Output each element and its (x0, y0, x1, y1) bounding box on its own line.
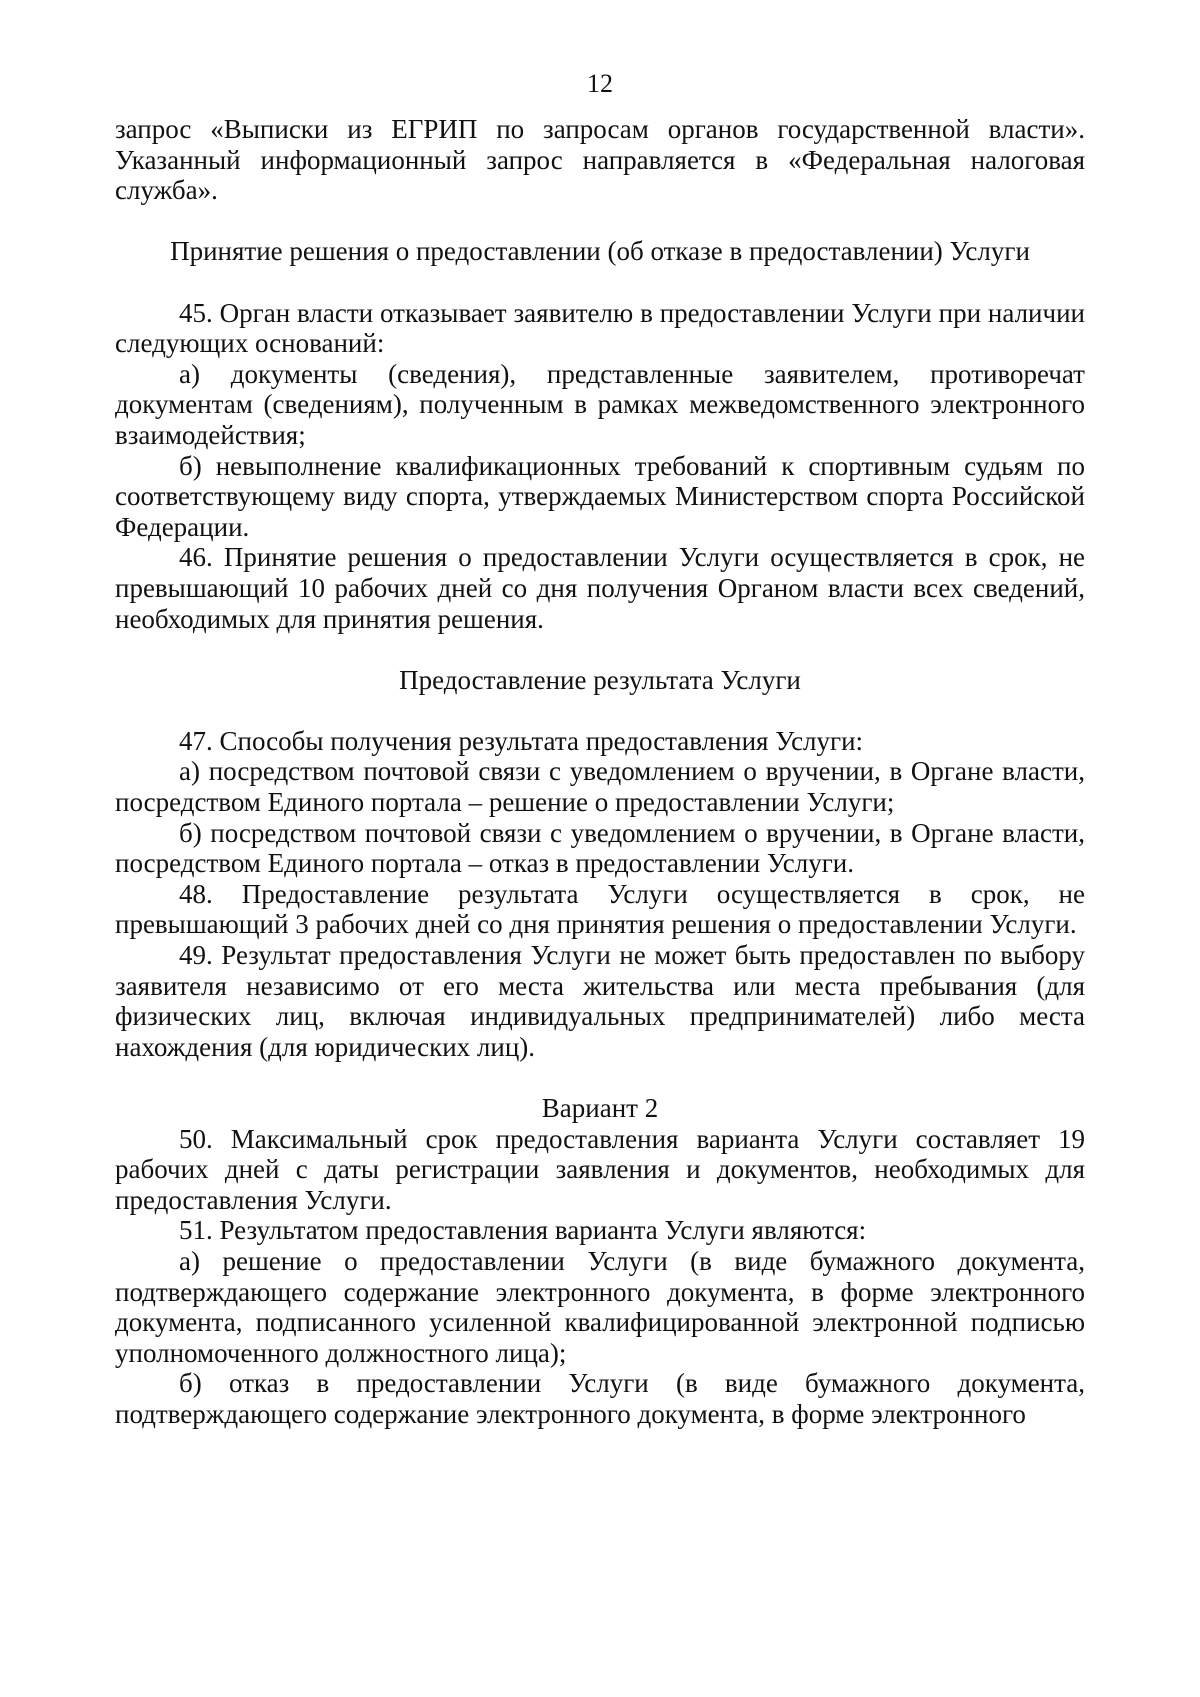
blank-line (115, 206, 1085, 237)
paragraph-continuation: запрос «Выписки из ЕГРИП по запросам органов государственной власти». Указанный информационный запрос направляется в «Федеральная налоговая служба». (115, 114, 1085, 206)
paragraph-49: 49. Результат предоставления Услуги не может быть предоставлен по выбору заявителя независимо от его места жительства или места пребывания (для физических лиц, включая индивидуальных предпринимателей) либо места нахождения (для юридических лиц). (115, 940, 1085, 1062)
paragraph-50: 50. Максимальный срок предоставления варианта Услуги составляет 19 рабочих дней с даты регистрации заявления и документов, необходимых для предоставления Услуги. (115, 1123, 1085, 1215)
paragraph-45: 45. Орган власти отказывает заявителю в предоставлении Услуги при наличии следующих оснований: (115, 297, 1085, 359)
blank-line (115, 695, 1085, 726)
heading-decision: Принятие решения о предоставлении (об отказе в предоставлении) Услуги (170, 236, 1030, 267)
blank-line (115, 267, 1085, 298)
blank-line (115, 1062, 1085, 1093)
paragraph-46: 46. Принятие решения о предоставлении Услуги осуществляется в срок, не превышающий 10 рабочих дней со дня получения Органом власти всех сведений, необходимых для принятия решения. (115, 542, 1085, 634)
blank-line (115, 634, 1085, 665)
paragraph-47-b: б) посредством почтовой связи с уведомлением о вручении, в Органе власти, посредством Единого портала – отказ в предоставлении Услуги. (115, 817, 1085, 879)
document-body (115, 114, 1085, 1430)
page-number: 12 (587, 69, 613, 98)
heading-result: Предоставление результата Услуги (399, 664, 801, 695)
paragraph-47: 47. Способы получения результата предоставления Услуги: (179, 725, 864, 756)
paragraph-51-b: б) отказ в предоставлении Услуги (в виде бумажного документа, подтверждающего содержание электронного документа, в форме электронного (115, 1368, 1085, 1429)
paragraph-45-a: а) документы (сведения), представленные заявителем, противоречат документам (сведениям), полученным в рамках межведомственного электронного взаимодействия; (115, 358, 1085, 450)
heading-variant-2: Вариант 2 (541, 1093, 659, 1123)
paragraph-45-b: б) невыполнение квалификационных требований к спортивным судьям по соответствующему виду спорта, утверждаемых Министерством спорта Российской Федерации. (115, 450, 1085, 542)
paragraph-48: 48. Предоставление результата Услуги осуществляется в срок, не превышающий 3 рабочих дней со дня принятия решения о предоставлении Услуги. (115, 878, 1085, 940)
paragraph-51-a: а) решение о предоставлении Услуги (в виде бумажного документа, подтверждающего содержание электронного документа, в форме электронного документа, подписанного усиленной квалифицированной электронной подписью уполномоченного должностного лица); (115, 1245, 1085, 1368)
paragraph-51: 51. Результатом предоставления варианта Услуги являются: (179, 1215, 867, 1246)
paragraph-47-a: а) посредством почтовой связи с уведомлением о вручении, в Органе власти, посредством Единого портала – решение о предоставлении Услуги; (115, 756, 1085, 818)
